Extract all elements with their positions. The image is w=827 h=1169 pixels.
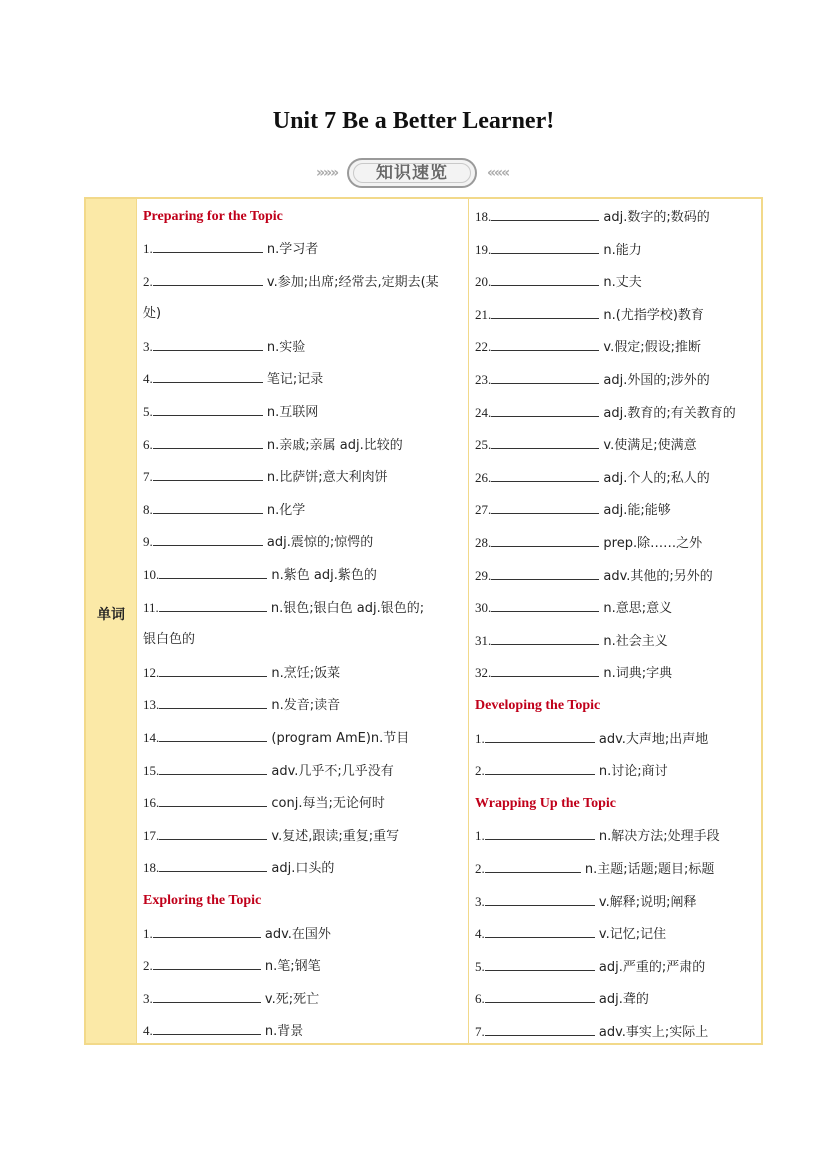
answer-blank[interactable]: [491, 470, 599, 482]
vocabulary-table: [84, 197, 763, 1045]
vocab-item: [475, 470, 710, 487]
item-number: 16.: [143, 795, 160, 811]
item-number: 26.: [475, 469, 492, 485]
item-definition: adj.震惊的;惊愕的: [262, 535, 374, 551]
vocab-item: [143, 697, 340, 714]
vocab-item: [143, 665, 340, 682]
answer-blank[interactable]: [159, 665, 267, 677]
answer-blank[interactable]: [485, 926, 595, 938]
vocab-item: [475, 274, 642, 291]
item-definition: n.发音;读音: [267, 698, 341, 714]
item-definition: n.社会主义: [599, 633, 668, 649]
item-number: 28.: [475, 535, 492, 550]
answer-blank[interactable]: [153, 991, 261, 1003]
item-number: 2.: [143, 273, 153, 289]
answer-blank[interactable]: [491, 665, 599, 677]
item-number: 1.: [475, 730, 485, 746]
item-definition: adj.聋的: [594, 992, 649, 1008]
item-number: 12.: [143, 664, 160, 680]
vocab-item: [475, 665, 672, 682]
answer-blank[interactable]: [159, 600, 267, 612]
answer-blank[interactable]: [491, 535, 599, 547]
answer-blank[interactable]: [491, 307, 599, 319]
item-definition: adj.教育的;有关教育的: [599, 405, 736, 421]
answer-blank[interactable]: [491, 209, 599, 221]
item-definition: adj.严重的;严肃的: [594, 959, 706, 975]
answer-blank[interactable]: [491, 242, 599, 254]
page-title: Unit 7 Be a Better Learner!: [272, 108, 555, 134]
item-number: 13.: [143, 697, 160, 713]
right-arrows-icon: «««: [487, 165, 509, 181]
vocab-item: [143, 926, 331, 943]
left-arrows-icon: »»»: [316, 165, 338, 181]
item-definition: v.参加;出席;经常去,定期去(某: [262, 274, 439, 290]
item-definition: v.解释;说明;阐释: [594, 894, 697, 910]
section-heading: Wrapping Up the Topic: [475, 795, 616, 811]
item-number: 22.: [475, 339, 492, 355]
answer-blank[interactable]: [491, 568, 599, 580]
answer-blank[interactable]: [159, 860, 267, 872]
item-number: 24.: [475, 404, 492, 420]
item-number: 2.: [475, 861, 485, 876]
answer-blank[interactable]: [159, 795, 267, 807]
answer-blank[interactable]: [159, 697, 267, 709]
answer-blank[interactable]: [485, 959, 595, 971]
item-number: 15.: [143, 762, 160, 778]
item-definition: n.词典;字典: [599, 666, 673, 682]
item-definition: n.讨论;商讨: [594, 764, 668, 780]
answer-blank[interactable]: [153, 926, 261, 938]
item-number: 3.: [143, 338, 153, 354]
vocab-item: [475, 894, 696, 911]
item-number: 5.: [475, 958, 485, 974]
item-number: 18.: [143, 860, 160, 876]
item-number: 7.: [475, 1024, 485, 1039]
answer-blank[interactable]: [153, 241, 263, 253]
item-definition: n.笔;钢笔: [260, 959, 321, 975]
answer-blank[interactable]: [159, 828, 267, 840]
answer-blank[interactable]: [153, 339, 263, 351]
answer-blank[interactable]: [491, 339, 599, 351]
item-definition: (program AmE)n.节目: [267, 731, 410, 746]
vocab-item: [475, 372, 710, 389]
section-heading: Developing the Topic: [475, 698, 601, 713]
item-definition: v.使满足;使满意: [599, 438, 697, 454]
vocab-item: [143, 1023, 303, 1040]
item-number: 2.: [475, 763, 485, 779]
vocab-item: [143, 469, 388, 486]
answer-blank[interactable]: [159, 567, 267, 579]
answer-blank[interactable]: [491, 437, 599, 449]
item-number: 1.: [143, 925, 153, 941]
answer-blank[interactable]: [485, 894, 595, 906]
vocab-item: [475, 535, 702, 552]
right-column: [469, 199, 761, 1043]
item-number: 10.: [143, 567, 160, 582]
item-definition: adj.口头的: [267, 861, 335, 877]
item-number: 7.: [143, 469, 153, 485]
answer-blank[interactable]: [153, 502, 263, 514]
vocab-item: [143, 632, 195, 648]
vocab-item: [143, 502, 305, 519]
item-number: 27.: [475, 502, 492, 518]
vocab-item: [475, 437, 697, 454]
item-number: 30.: [475, 600, 492, 616]
item-number: 32.: [475, 665, 492, 681]
item-number: 1.: [475, 828, 485, 844]
item-number: 11.: [143, 599, 159, 615]
item-number: 21.: [475, 306, 492, 322]
answer-blank[interactable]: [485, 861, 581, 873]
side-label: 单词: [97, 607, 125, 623]
item-definition: n.互联网: [262, 405, 319, 420]
item-number: 31.: [475, 632, 492, 648]
answer-blank[interactable]: [153, 371, 263, 383]
item-number: 4.: [143, 1023, 153, 1039]
item-number: 4.: [475, 926, 485, 942]
section-badge: [347, 158, 477, 188]
item-definition: n.解决方法;处理手段: [594, 829, 720, 845]
item-definition: adj.能;能够: [599, 503, 671, 519]
vocab-item: [143, 404, 318, 421]
vocab-item: [143, 795, 385, 812]
item-definition: adv.其他的;另外的: [599, 568, 713, 584]
answer-blank[interactable]: [485, 1024, 595, 1036]
vocab-item: [475, 1024, 708, 1041]
left-column: [137, 199, 469, 1043]
item-definition: n.学习者: [262, 242, 319, 257]
item-number: 29.: [475, 567, 492, 583]
answer-blank[interactable]: [491, 274, 599, 286]
item-definition: n.实验: [262, 339, 306, 355]
vocab-item: [143, 274, 439, 291]
vocab-item: [143, 241, 318, 258]
item-number: 17.: [143, 827, 160, 843]
vocab-item: [475, 633, 668, 650]
item-definition: 笔记;记录: [262, 372, 324, 388]
answer-blank[interactable]: [153, 437, 263, 449]
item-definition: n.主题;话题;题目;标题: [580, 862, 715, 877]
item-definition: n.意思;意义: [599, 601, 673, 617]
item-number: 6.: [475, 991, 485, 1007]
answer-blank[interactable]: [485, 763, 595, 775]
item-definition: n.化学: [262, 502, 306, 518]
item-definition: adv.在国外: [260, 926, 331, 942]
vocab-item: [475, 209, 710, 226]
item-number: 1.: [143, 241, 153, 256]
answer-blank[interactable]: [485, 828, 595, 840]
answer-blank[interactable]: [159, 730, 267, 742]
vocab-item: [143, 991, 319, 1008]
vocab-item: [143, 567, 377, 584]
item-definition: n.紫色 adj.紫色的: [267, 568, 377, 583]
vocab-item: [143, 860, 334, 877]
item-definition: n.比萨饼;意大利肉饼: [262, 470, 388, 486]
item-definition: adj.外国的;涉外的: [599, 373, 710, 388]
answer-blank[interactable]: [153, 958, 261, 970]
item-definition: v.假定;假设;推断: [599, 340, 701, 356]
vocab-item: [143, 437, 403, 454]
answer-blank[interactable]: [153, 1023, 261, 1035]
answer-blank[interactable]: [491, 600, 599, 612]
answer-blank[interactable]: [153, 469, 263, 481]
item-number: 5.: [143, 404, 153, 419]
item-definition: n.亲戚;亲属 adj.比较的: [262, 437, 403, 453]
vocab-item: [143, 763, 394, 780]
item-definition: n.能力: [599, 242, 642, 258]
item-definition: 银白色的: [143, 632, 196, 648]
item-number: 23.: [475, 372, 492, 387]
item-definition: adv.几乎不;几乎没有: [267, 763, 394, 779]
vocab-item: [143, 306, 161, 322]
vocab-item: [475, 731, 708, 748]
section-banner: [0, 158, 827, 194]
vocab-item: [143, 958, 321, 975]
item-definition: n.丈夫: [599, 275, 642, 291]
vocab-item: [475, 405, 736, 422]
item-number: 14.: [143, 730, 160, 745]
item-number: 3.: [475, 893, 485, 909]
item-definition: n.(尤指学校)教育: [599, 307, 704, 323]
vocab-item: [475, 763, 668, 780]
vocab-item: [475, 600, 672, 617]
item-definition: n.银色;银白色 adj.银色的;: [266, 600, 425, 616]
answer-blank[interactable]: [153, 274, 263, 286]
item-definition: adv.事实上;实际上: [594, 1025, 709, 1040]
item-definition: prep.除……之外: [599, 536, 703, 551]
answer-blank[interactable]: [491, 633, 599, 645]
answer-blank[interactable]: [491, 502, 599, 514]
item-number: 6.: [143, 436, 153, 452]
answer-blank[interactable]: [153, 534, 263, 546]
item-definition: adj.数字的;数码的: [599, 210, 710, 225]
item-number: 4.: [143, 371, 153, 387]
section-heading: Preparing for the Topic: [143, 209, 283, 224]
item-number: 19.: [475, 241, 492, 257]
vocab-item: [475, 339, 701, 356]
vocab-item: [475, 568, 713, 585]
item-number: 3.: [143, 990, 153, 1006]
item-definition: conj.每当;无论何时: [267, 796, 385, 812]
vocab-item: [143, 600, 424, 617]
item-number: 20.: [475, 274, 492, 290]
item-number: 9.: [143, 534, 153, 550]
vocab-item: [475, 991, 649, 1008]
item-definition: adj.个人的;私人的: [599, 470, 710, 486]
vocab-item: [143, 828, 399, 845]
vocab-item: [475, 307, 704, 324]
item-definition: n.烹饪;饭菜: [267, 665, 341, 681]
answer-blank[interactable]: [159, 763, 267, 775]
vocab-item: [143, 534, 373, 551]
vocab-item: [143, 371, 323, 388]
item-number: 25.: [475, 437, 492, 453]
vocab-item: [475, 828, 720, 845]
item-definition: v.死;死亡: [260, 991, 320, 1007]
item-definition: 处): [143, 306, 162, 322]
answer-blank[interactable]: [491, 372, 599, 384]
item-definition: v.记忆;记住: [594, 927, 667, 943]
badge-label: 知识速览: [376, 163, 448, 183]
vocab-item: [475, 502, 671, 519]
vocab-item: [475, 926, 666, 943]
item-definition: adv.大声地;出声地: [594, 731, 709, 747]
vocab-item: [143, 339, 305, 356]
answer-blank[interactable]: [491, 405, 599, 417]
answer-blank[interactable]: [485, 731, 595, 743]
answer-blank[interactable]: [153, 404, 263, 416]
item-number: 18.: [475, 209, 492, 224]
vocab-item: [143, 730, 409, 747]
vocab-item: [475, 959, 705, 976]
item-number: 2.: [143, 958, 153, 974]
item-definition: n.背景: [260, 1024, 304, 1040]
section-heading: Exploring the Topic: [143, 893, 262, 908]
side-label-cell: [86, 199, 137, 1043]
vocab-item: [475, 861, 714, 878]
item-number: 8.: [143, 501, 153, 517]
vocab-item: [475, 242, 642, 259]
answer-blank[interactable]: [485, 991, 595, 1003]
item-definition: v.复述,跟读;重复;重写: [267, 828, 400, 844]
